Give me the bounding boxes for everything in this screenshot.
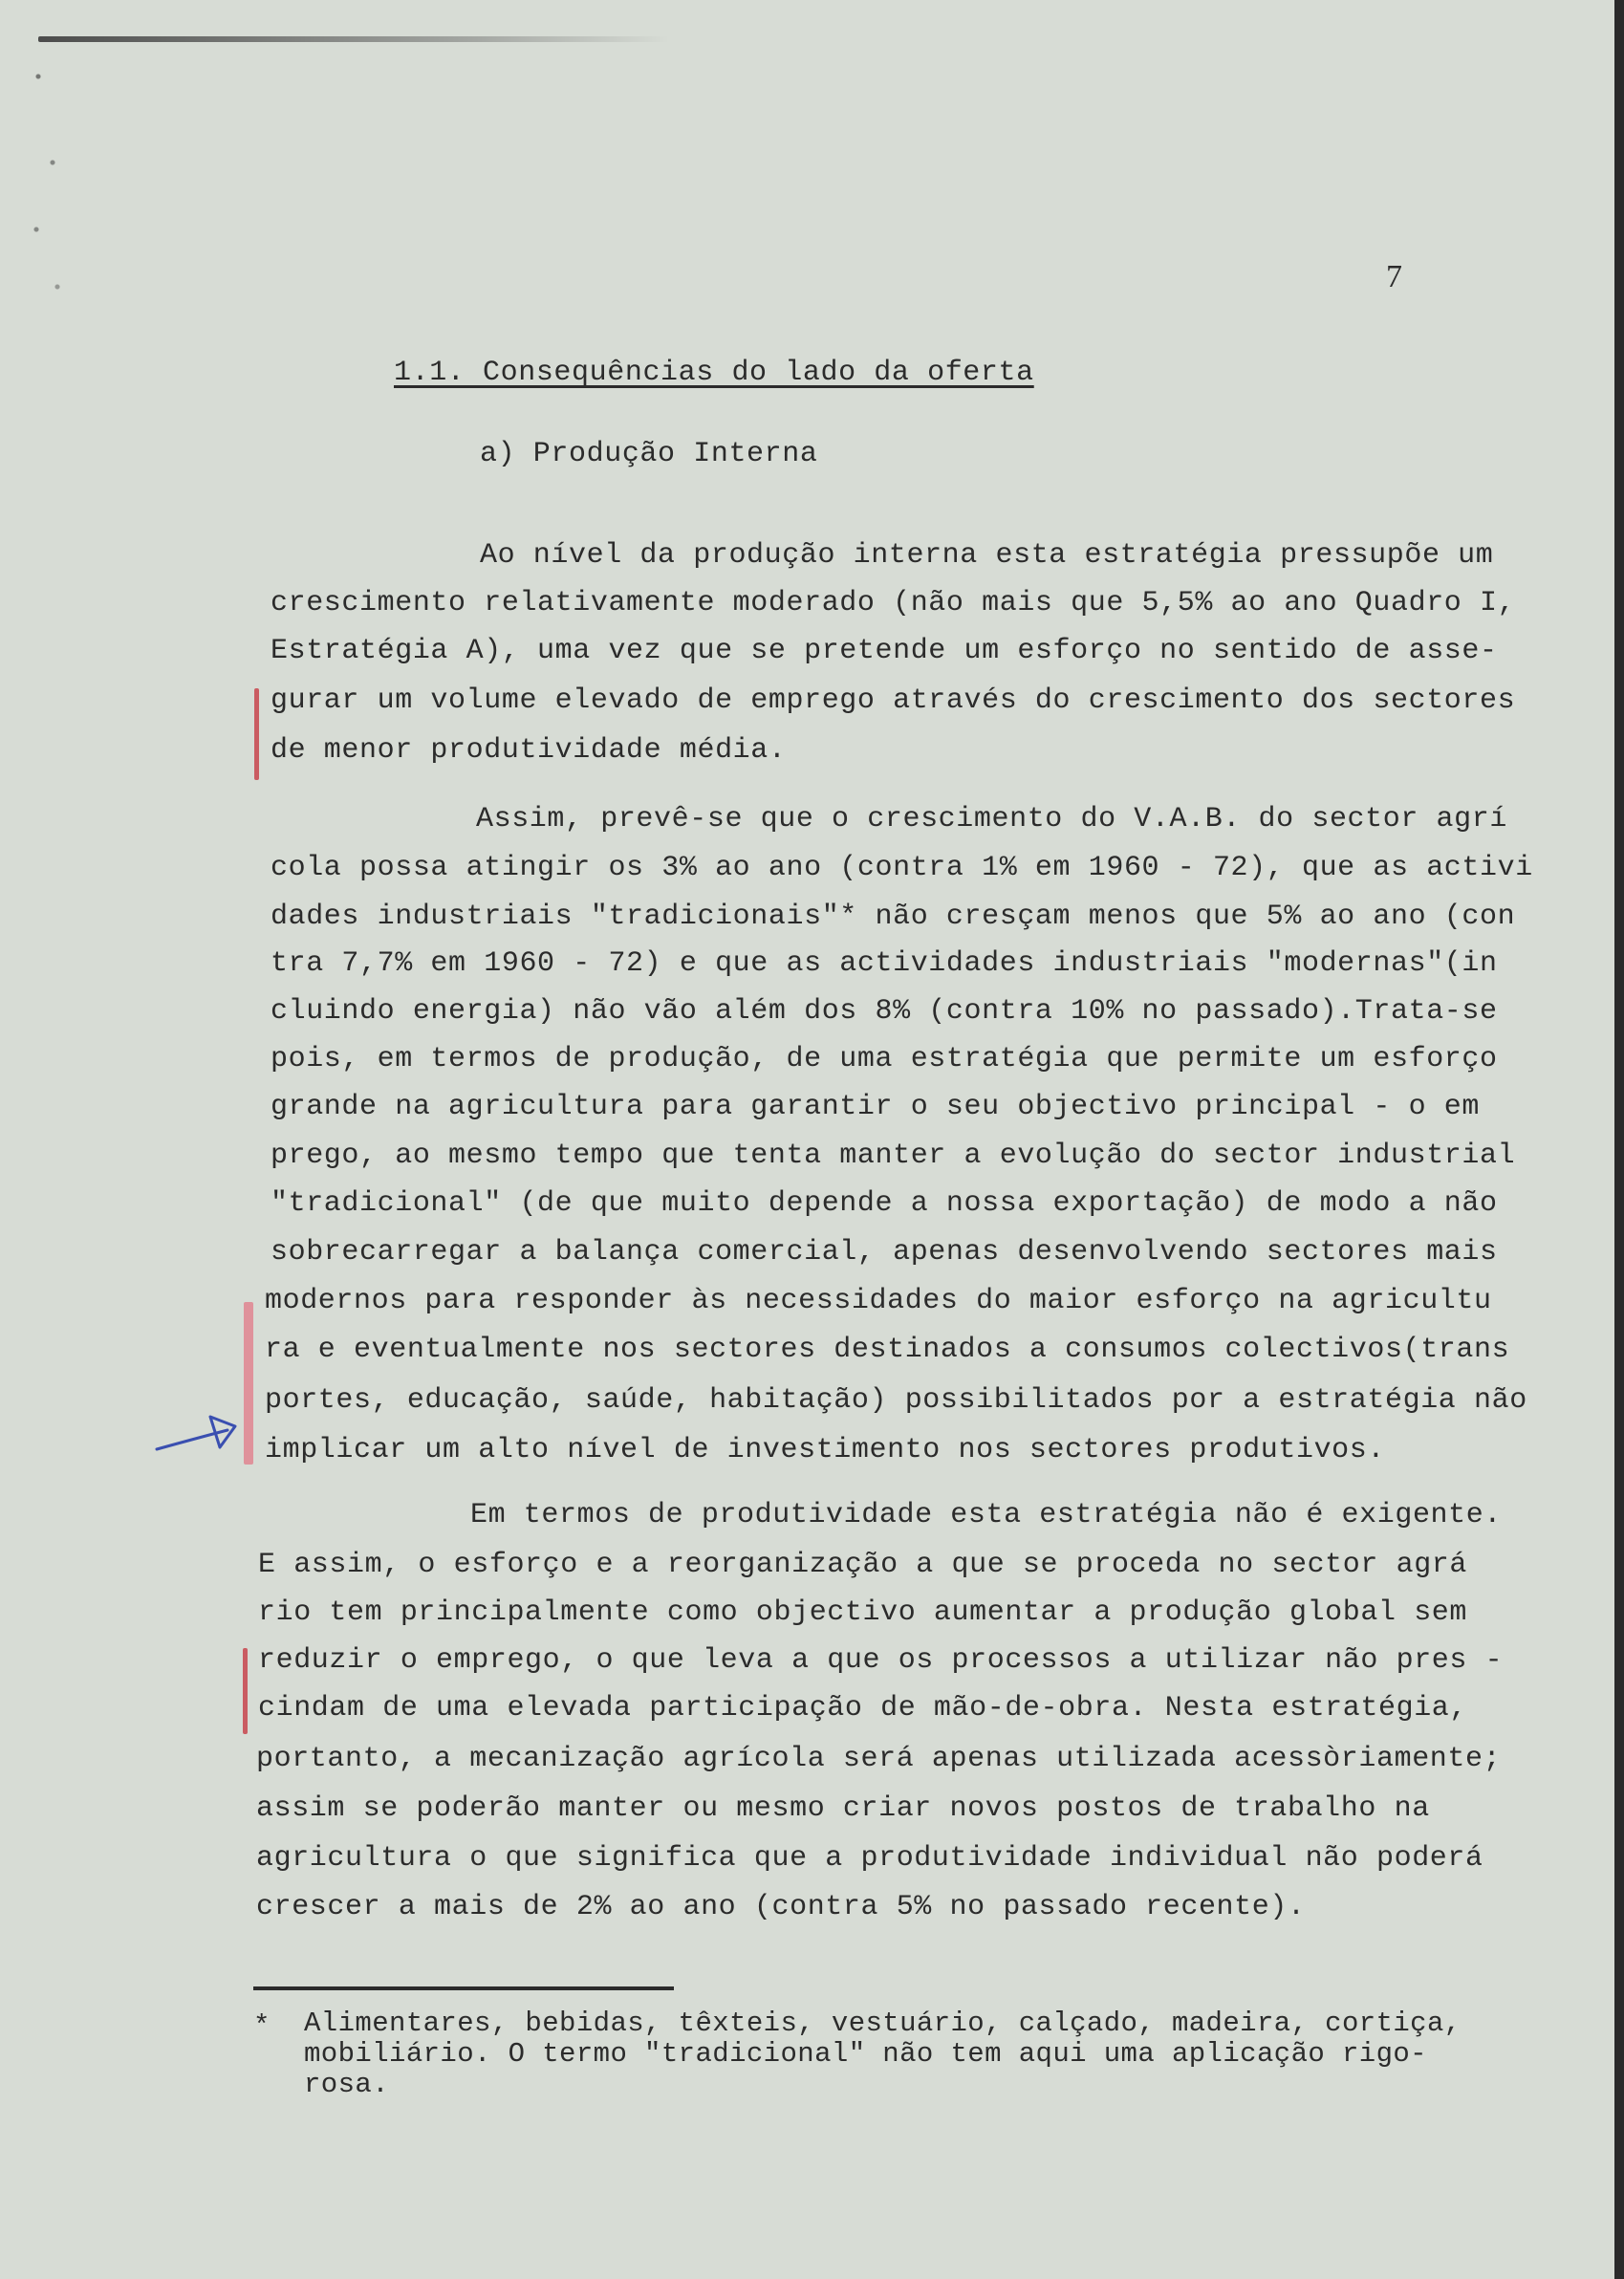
scan-specks xyxy=(29,57,67,306)
page-number: 7 xyxy=(1386,259,1403,294)
text-line: portanto, a mecanização agrícola será apenas utilizada acessòriamente; xyxy=(256,1743,1502,1775)
text-line: pois, em termos de produção, de uma estratégia que permite um esforço xyxy=(271,1043,1498,1075)
text-line: assim se poderão manter ou mesmo criar novos postos de trabalho na xyxy=(256,1792,1430,1825)
arrow-annotation-icon xyxy=(153,1405,249,1463)
text-line: cluindo energia) não vão além dos 8% (contra 10% no passado).Trata-se xyxy=(271,995,1498,1028)
footnote-line: rosa. xyxy=(304,2069,390,2100)
text-line: dades industriais "tradicionais"* não cresçam menos que 5% ao ano (con xyxy=(271,901,1516,933)
text-line: cindam de uma elevada participação de mão-de-obra. Nesta estratégia, xyxy=(258,1692,1467,1725)
scan-border xyxy=(1614,0,1624,2279)
footnote-rule xyxy=(253,1986,674,1990)
text-line: Assim, prevê-se que o crescimento do V.A.B. do sector agrí xyxy=(476,803,1507,836)
text-line: Estratégia A), uma vez que se pretende um esforço no sentido de asse- xyxy=(271,635,1498,667)
text-line: de menor produtividade média. xyxy=(271,734,787,767)
text-line: agricultura o que significa que a produtividade individual não poderá xyxy=(256,1842,1483,1875)
text-line: Ao nível da produção interna esta estratégia pressupõe um xyxy=(480,539,1494,572)
footnote-line: mobiliário. O termo "tradicional" não tem aqui uma aplicação rigo- xyxy=(304,2038,1427,2070)
text-line: rio tem principalmente como objectivo aumentar a produção global sem xyxy=(258,1596,1467,1629)
scan-artifact xyxy=(38,36,669,42)
text-line: portes, educação, saúde, habitação) possibilitados por a estratégia não xyxy=(265,1384,1527,1417)
subheading: a) Produção Interna xyxy=(480,438,818,470)
section-heading: 1.1. Consequências do lado da oferta xyxy=(394,357,1034,389)
text-line: ra e eventualmente nos sectores destinados a consumos colectivos(trans xyxy=(265,1334,1510,1366)
text-line: sobrecarregar a balança comercial, apenas desenvolvendo sectores mais xyxy=(271,1236,1498,1269)
footnote-marker: * xyxy=(253,2010,271,2042)
text-line: gurar um volume elevado de emprego através do crescimento dos sectores xyxy=(271,684,1516,717)
text-line: modernos para responder às necessidades do maior esforço na agricultu xyxy=(265,1285,1492,1317)
footnote-line: Alimentares, bebidas, têxteis, vestuário, calçado, madeira, cortiça, xyxy=(304,2008,1462,2039)
text-line: crescimento relativamente moderado (não mais que 5,5% ao ano Quadro I, xyxy=(271,587,1516,619)
red-margin-mark xyxy=(243,1648,248,1734)
text-line: prego, ao mesmo tempo que tenta manter a evolução do sector industrial xyxy=(271,1140,1516,1172)
text-line: grande na agricultura para garantir o seu objectivo principal - o em xyxy=(271,1091,1480,1123)
text-line: "tradicional" (de que muito depende a nossa exportação) de modo a não xyxy=(271,1187,1498,1220)
text-line: tra 7,7% em 1960 - 72) e que as actividades industriais "modernas"(in xyxy=(271,947,1498,980)
text-line: E assim, o esforço e a reorganização a que se proceda no sector agrá xyxy=(258,1549,1467,1581)
text-line: Em termos de produtividade esta estratégia não é exigente. xyxy=(470,1499,1502,1531)
text-line: reduzir o emprego, o que leva a que os processos a utilizar não pres - xyxy=(258,1644,1504,1677)
text-line: crescer a mais de 2% ao ano (contra 5% no passado recente). xyxy=(256,1891,1306,1923)
red-margin-mark xyxy=(254,688,259,780)
text-line: implicar um alto nível de investimento nos sectores produtivos. xyxy=(265,1434,1385,1466)
text-line: cola possa atingir os 3% ao ano (contra 1% em 1960 - 72), que as activi xyxy=(271,852,1533,884)
